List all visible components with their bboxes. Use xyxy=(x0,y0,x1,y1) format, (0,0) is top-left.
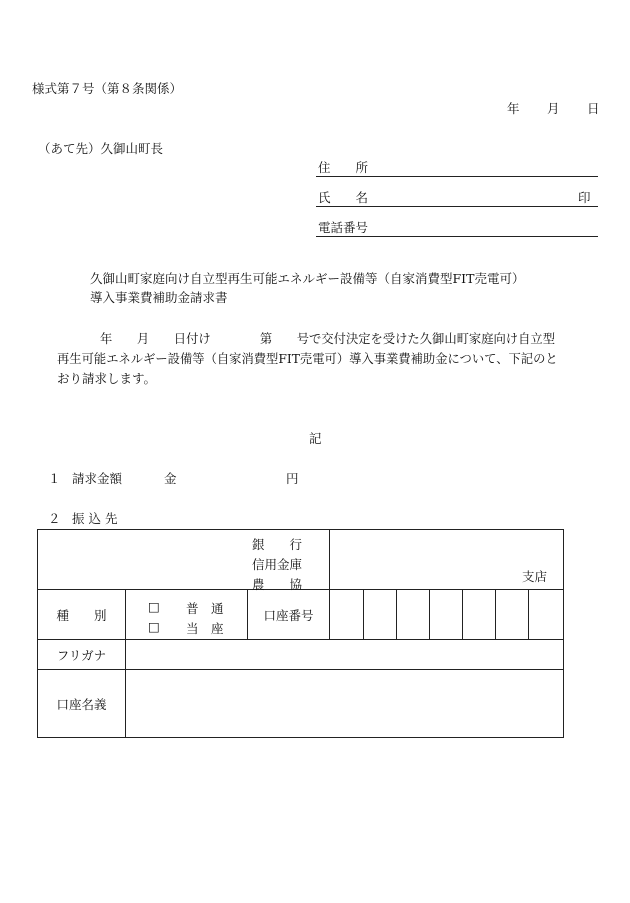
ki-heading: 記 xyxy=(309,431,322,446)
bank-option-nokyo: 農 協 xyxy=(252,576,303,592)
phone-label: 電話番号 xyxy=(318,220,369,235)
toza-label: 当 座 xyxy=(186,620,224,636)
item2-number: ２ xyxy=(48,511,61,526)
futsu-label: 普 通 xyxy=(186,600,224,616)
account-digit-7[interactable] xyxy=(529,590,564,640)
type-label-cell xyxy=(38,590,126,640)
address-line[interactable] xyxy=(316,176,598,177)
date-year: 年 xyxy=(507,101,520,116)
holder-name-field[interactable] xyxy=(126,670,564,738)
body-line3: おり請求します。 xyxy=(57,371,157,386)
form-number: 様式第７号（第８条関係） xyxy=(32,81,183,96)
addressee: （あて先）久御山町長 xyxy=(38,141,164,156)
date-month: 月 xyxy=(547,101,560,116)
item1-label: 請求金額 xyxy=(72,471,123,486)
account-digit-6[interactable] xyxy=(496,590,529,640)
futsu-checkbox[interactable]: □ xyxy=(148,598,160,614)
furigana-label: フリガナ xyxy=(56,647,107,663)
title-line1: 久御山町家庭向け自立型再生可能エネルギー設備等（自家消費型FIT売電可） xyxy=(90,271,525,286)
item1-kin: 金 xyxy=(164,471,177,486)
seal-mark: 印 xyxy=(578,190,591,205)
name-label: 氏 名 xyxy=(318,190,369,205)
account-number-label: 口座番号 xyxy=(263,607,314,623)
holder-label-cell xyxy=(38,670,126,738)
item1-number: １ xyxy=(48,471,61,486)
address-label: 住 所 xyxy=(318,160,369,175)
bank-option-ginko: 銀 行 xyxy=(252,536,303,552)
branch-cell[interactable] xyxy=(330,530,564,590)
furigana-field[interactable] xyxy=(126,640,564,670)
body-line2: 再生可能エネルギー設備等（自家消費型FIT売電可）導入事業費補助金について、下記のと xyxy=(57,352,558,366)
phone-line[interactable] xyxy=(316,236,598,237)
title-line2: 導入事業費補助金請求書 xyxy=(90,290,228,305)
bank-name-cell[interactable] xyxy=(38,530,330,590)
bank-option-shinkin: 信用金庫 xyxy=(252,556,303,572)
account-digit-1[interactable] xyxy=(330,590,364,640)
bank-transfer-table xyxy=(37,529,564,738)
type-label: 種 別 xyxy=(56,607,107,623)
account-digit-4[interactable] xyxy=(430,590,463,640)
account-number-label-cell xyxy=(248,590,330,640)
account-digit-2[interactable] xyxy=(364,590,397,640)
item1-yen: 円 xyxy=(286,471,299,486)
holder-label: 口座名義 xyxy=(56,696,107,712)
account-digit-3[interactable] xyxy=(397,590,430,640)
date-day: 日 xyxy=(587,101,600,116)
body-line1: 年 月 日付け 第 号で交付決定を受けた久御山町家庭向け自立型 xyxy=(100,332,555,346)
furigana-label-cell xyxy=(38,640,126,670)
type-options-cell xyxy=(126,590,248,640)
name-line[interactable] xyxy=(316,206,598,207)
toza-checkbox[interactable]: □ xyxy=(148,618,160,634)
branch-label: 支店 xyxy=(522,568,548,584)
account-digit-5[interactable] xyxy=(463,590,496,640)
item2-label: 振 込 先 xyxy=(72,511,118,526)
